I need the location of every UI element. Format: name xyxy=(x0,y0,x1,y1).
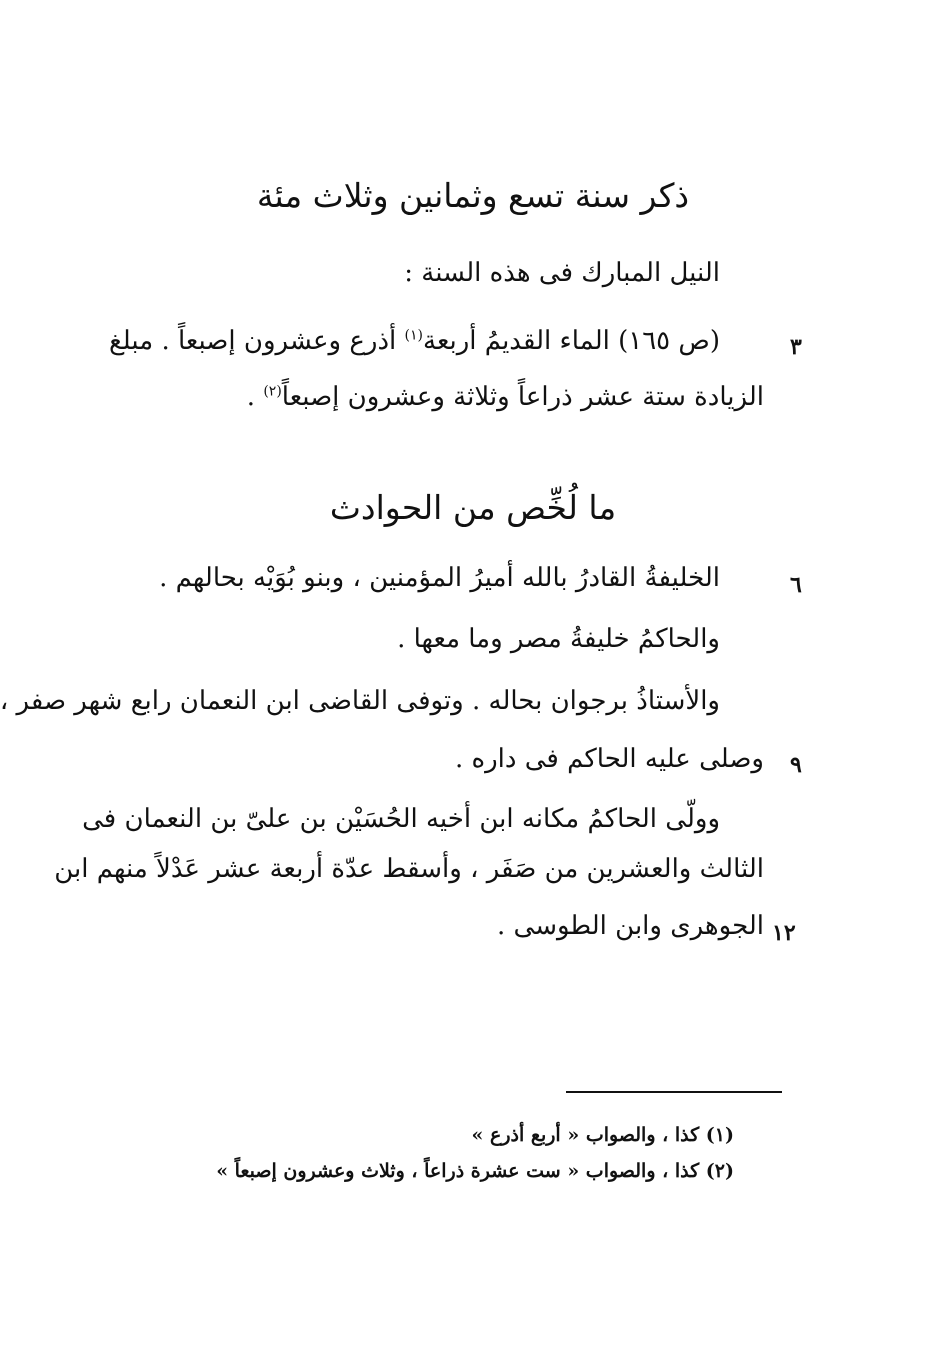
nile-intro-line: النيل المبارك فى هذه السنة : xyxy=(404,258,720,288)
nile-paragraph-line2-text: الزيادة ستة عشر ذراعاً وثلاثة وعشرون إصبعاً xyxy=(281,382,764,412)
footnote-ref-1: (١) xyxy=(404,327,423,344)
events-line6: الثالث والعشرين من صَفَر ، وأسقط عدّة أربعة عشر عَدْلاً منهم ابن xyxy=(54,854,764,884)
nile-paragraph-line1-rest: أذرع وعشرون إصبعاً . مبلغ xyxy=(108,326,397,356)
events-line2: والحاكمُ خليفةُ مصر وما معها . xyxy=(397,624,720,654)
section-heading-year: ذكر سنة تسع وثمانين وثلاث مئة xyxy=(256,176,690,215)
events-line4: وصلى عليه الحاكم فى داره . xyxy=(454,744,764,774)
events-line5: وولّى الحاكمُ مكانه ابن أخيه الحُسَيْن بن علىّ بن النعمان فى xyxy=(82,804,720,834)
line-number-9: ٩ xyxy=(790,752,802,778)
line-number-3: ٣ xyxy=(790,334,802,360)
nile-paragraph-line1 xyxy=(110,326,720,356)
nile-paragraph-line2-end: . xyxy=(246,382,256,412)
events-line3: والأستاذُ برجوان بحاله . وتوفى القاضى ابن النعمان رابع شهر صفر ، xyxy=(0,686,720,716)
footnote-separator xyxy=(566,1091,782,1093)
line-number-6: ٦ xyxy=(790,572,802,598)
nile-paragraph-line2 xyxy=(247,382,764,412)
section-heading-events: ما لُخِّص من الحوادث xyxy=(329,488,617,527)
line-number-12: ١٢ xyxy=(772,920,796,946)
nile-paragraph-line1-start: (ص ١٦٥) الماء القديمُ أربعة xyxy=(423,326,720,356)
footnote-ref-2: (٢) xyxy=(263,383,282,400)
events-line1: الخليفةُ القادرُ بالله أميرُ المؤمنين ، وبنو بُوَيْه بحالهم . xyxy=(159,563,720,593)
footnote-2: (٢) كذا ، والصواب « ست عشرة ذراعاً ، وثلاث وعشرون إصبعاً » xyxy=(216,1160,734,1182)
footnote-1: (١) كذا ، والصواب « أربع أذرع » xyxy=(471,1124,734,1146)
events-line7: الجوهرى وابن الطوسى . xyxy=(497,911,764,941)
